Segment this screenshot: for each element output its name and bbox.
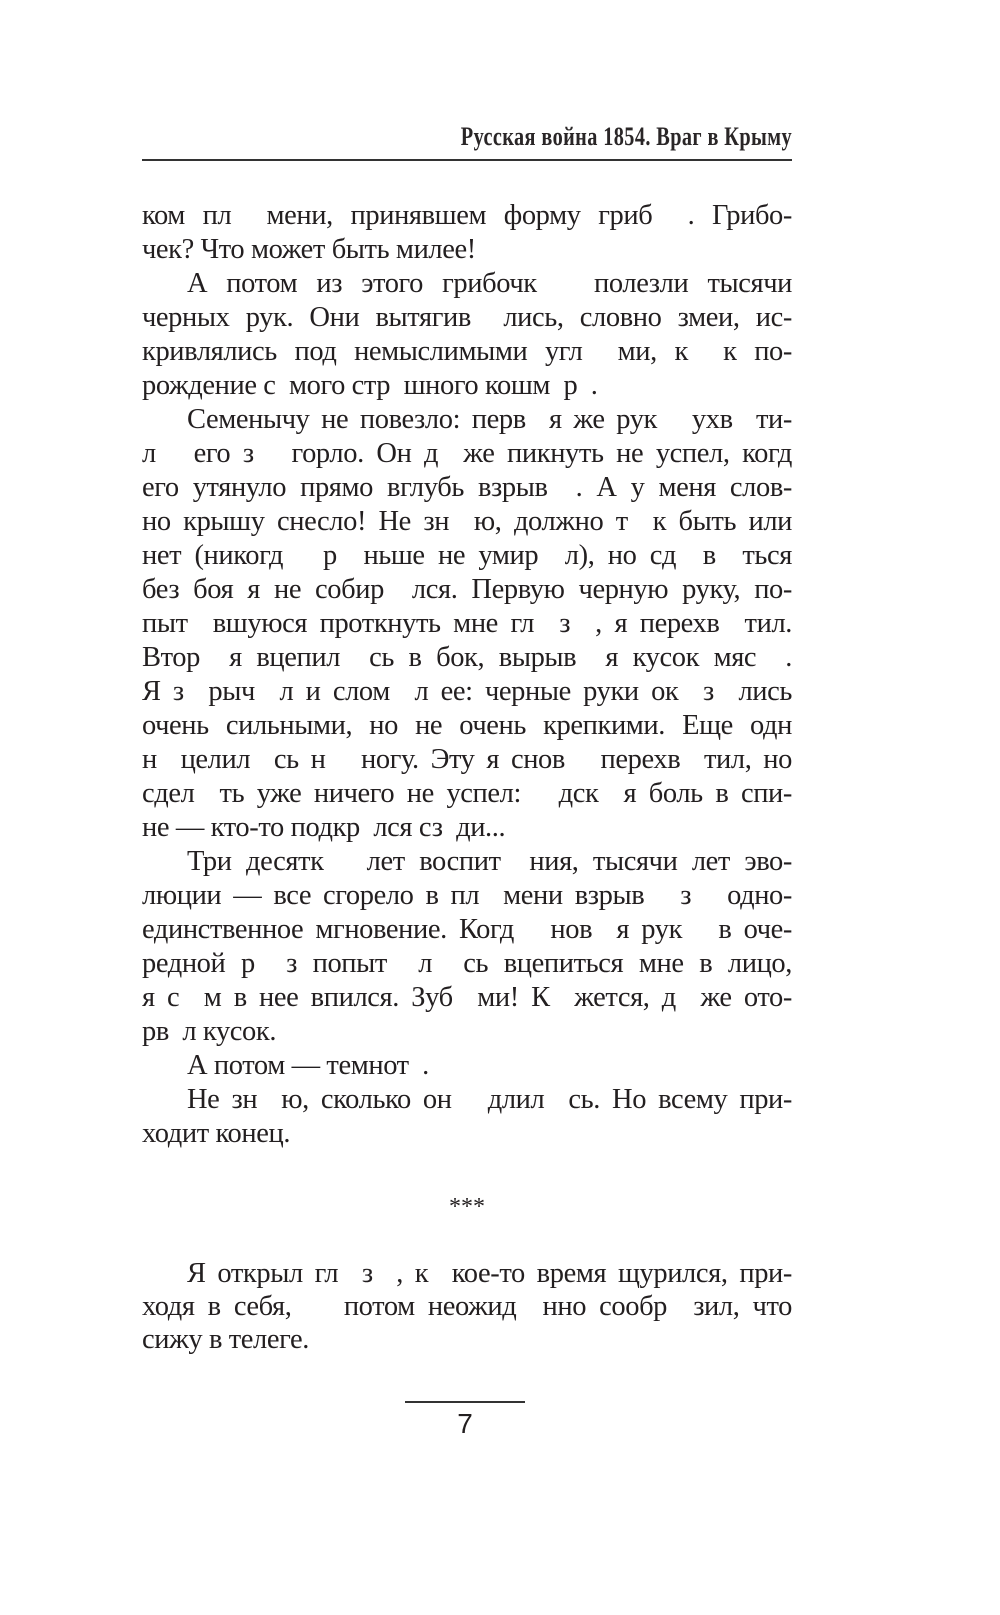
text-line: ком пл мени, принявшем форму гриб . Грибо-: [142, 200, 792, 231]
text-line: кривлялись под немыслимыми угл ми, к к по-: [142, 336, 792, 367]
text-line: люции — все сгорело в пл мени взрыв з одно-: [142, 880, 792, 911]
text-line: очень сильными, но не очень крепкими. Еще одн: [142, 710, 792, 741]
text-line: без боя я не собир лся. Первую черную руку, по-: [142, 574, 792, 605]
text-line: А потом — темнот .: [187, 1050, 429, 1081]
body-text: [142, 199, 792, 1151]
text-line: Три десятк лет воспит ния, тысячи лет эво-: [187, 846, 792, 877]
text-line: я с м в нее впился. Зуб ми! К жется, д же ото-: [142, 982, 792, 1013]
header-rule: [142, 159, 792, 161]
text-line: сижу в телеге.: [142, 1324, 310, 1355]
text-line: н целил сь н ногу. Эту я снов перехв тил, но: [142, 744, 792, 775]
section-separator: ***: [449, 1194, 485, 1220]
body-text-continued: [142, 1257, 792, 1356]
text-line: не — кто-то подкр лся сз ди...: [142, 812, 506, 843]
text-line: рождение с мого стр шного кошм р .: [142, 370, 598, 401]
text-line: ходя в себя, потом неожид нно сообр зил, что: [142, 1291, 792, 1322]
text-line: но крышу снесло! Не зн ю, должно т к быть или: [142, 506, 792, 537]
text-line: его утянуло прямо вглубь взрыв . А у меня слов-: [142, 472, 792, 503]
text-line: Втор я вцепил сь в бок, вырыв я кусок мяс .: [142, 642, 792, 673]
page-number: 7: [457, 1408, 473, 1439]
text-line: л его з горло. Он д же пикнуть не успел, когд: [142, 438, 792, 469]
text-line: А потом из этого грибочк полезли тысячи: [187, 268, 792, 299]
text-line: редной р з попыт л сь вцепиться мне в лицо,: [142, 948, 792, 979]
running-header: Русская война 1854. Враг в Крыму: [460, 122, 792, 151]
text-line: нет (никогд р ньше не умир л), но сд в ться: [142, 540, 792, 571]
text-line: Не зн ю, сколько он длил сь. Но всему при-: [187, 1084, 792, 1115]
text-line: единственное мгновение. Когд нов я рук в оче-: [142, 914, 792, 945]
text-line: пыт вшуюся проткнуть мне гл з , я перехв тил.: [142, 608, 792, 639]
text-line: Я открыл гл з , к кое-то время щурился, при-: [187, 1258, 792, 1289]
text-line: Семенычу не повезло: перв я же рук ухв ти-: [187, 404, 792, 435]
text-line: черных рук. Они вытягив лись, словно змеи, ис-: [142, 302, 792, 333]
text-line: Я з рыч л и слом л ее: черные руки ок з лись: [142, 676, 792, 707]
text-line: сдел ть уже ничего не успел: дск я боль в спи-: [142, 778, 792, 809]
text-line: ходит конец.: [142, 1118, 291, 1149]
text-line: чек? Что может быть милее!: [142, 234, 476, 265]
text-line: рв л кусок.: [142, 1016, 277, 1047]
footer-rule: [405, 1401, 525, 1403]
